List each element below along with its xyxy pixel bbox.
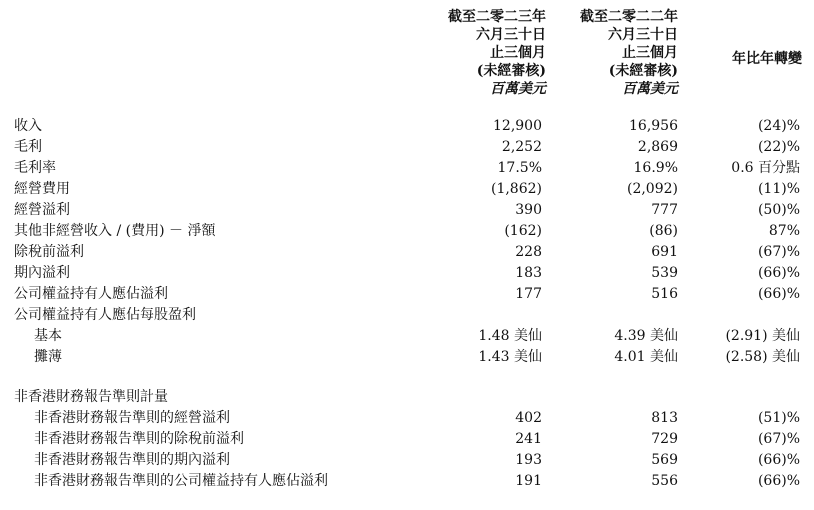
column-header-line: 截至二零二三年 <box>448 9 546 25</box>
value-2022: 539 <box>651 265 678 281</box>
table-row <box>0 179 814 200</box>
value-2022: 4.01 美仙 <box>614 349 678 365</box>
value-yoy: 0.6 百分點 <box>731 160 800 176</box>
value-2022: 556 <box>651 473 678 489</box>
table-row <box>0 429 814 450</box>
row-label: 非香港財務報告準則計量 <box>14 389 168 405</box>
value-2023: 1.43 美仙 <box>478 349 542 365</box>
table-row <box>0 221 814 242</box>
value-yoy: (22)% <box>757 139 800 155</box>
value-2023: 191 <box>515 473 542 489</box>
value-2022: 569 <box>651 452 678 468</box>
value-2023: 17.5% <box>497 160 542 176</box>
row-label: 期內溢利 <box>14 265 70 281</box>
table-row <box>0 137 814 158</box>
table-row <box>0 158 814 179</box>
row-label: 公司權益持有人應佔溢利 <box>14 286 168 302</box>
value-yoy: (51)% <box>757 410 800 426</box>
value-2022: 16,956 <box>629 118 678 134</box>
column-header-line: 六月三十日 <box>476 27 546 43</box>
value-yoy: (50)% <box>757 202 800 218</box>
row-label: 非香港財務報告準則的期內溢利 <box>34 452 230 468</box>
table-row <box>0 471 814 492</box>
row-label: 非香港財務報告準則的經營溢利 <box>34 410 230 426</box>
row-label: 公司權益持有人應佔每股盈利 <box>14 307 196 323</box>
value-2022: 777 <box>651 202 678 218</box>
value-2023: 193 <box>515 452 542 468</box>
table-row-section-heading <box>0 387 814 408</box>
value-2022: 2,869 <box>637 139 678 155</box>
table-row <box>0 263 814 284</box>
table-row <box>0 347 814 368</box>
value-yoy: (67)% <box>757 244 800 260</box>
row-label: 攤薄 <box>34 349 62 365</box>
row-label: 收入 <box>14 118 42 134</box>
value-2023: 12,900 <box>493 118 542 134</box>
row-label: 除稅前溢利 <box>14 244 84 260</box>
column-unit: 百萬美元 <box>490 81 546 97</box>
value-2022: 691 <box>651 244 678 260</box>
table-row <box>0 116 814 137</box>
row-label: 其他非經營收入 / (費用) － 淨額 <box>14 223 216 239</box>
value-yoy: (66)% <box>757 286 800 302</box>
table-row <box>0 242 814 263</box>
value-2023: 183 <box>515 265 542 281</box>
value-2023: (162) <box>504 223 542 239</box>
value-2023: 402 <box>515 410 542 426</box>
value-2022: 16.9% <box>633 160 678 176</box>
value-yoy: (66)% <box>757 452 800 468</box>
table-row <box>0 408 814 429</box>
value-2023: 241 <box>515 431 542 447</box>
row-label: 毛利 <box>14 139 42 155</box>
column-header-yoy-change <box>700 50 802 68</box>
column-header-line: 截至二零二二年 <box>580 9 678 25</box>
column-header-2022 <box>550 8 678 98</box>
value-2022: (2,092) <box>626 181 678 197</box>
column-header-line: 止三個月 <box>622 45 678 61</box>
column-header-line: 止三個月 <box>490 45 546 61</box>
row-label: 經營溢利 <box>14 202 70 218</box>
value-yoy: (2.58) 美仙 <box>725 349 800 365</box>
column-header-line: (未經審核) <box>476 63 546 79</box>
row-label: 基本 <box>34 328 62 344</box>
value-2022: 729 <box>651 431 678 447</box>
value-2022: 813 <box>651 410 678 426</box>
row-label: 非香港財務報告準則的公司權益持有人應佔溢利 <box>34 473 328 489</box>
row-label: 毛利率 <box>14 160 56 176</box>
value-yoy: (66)% <box>757 473 800 489</box>
value-2022: (86) <box>649 223 678 239</box>
column-header-line: 六月三十日 <box>608 27 678 43</box>
value-2023: 177 <box>515 286 542 302</box>
value-yoy: 87% <box>768 223 800 239</box>
value-2023: (1,862) <box>490 181 542 197</box>
row-label: 經營費用 <box>14 181 70 197</box>
table-row <box>0 284 814 305</box>
column-header-line: (未經審核) <box>608 63 678 79</box>
table-row <box>0 326 814 347</box>
table-row <box>0 450 814 471</box>
value-yoy: (66)% <box>757 265 800 281</box>
value-yoy: (2.91) 美仙 <box>725 328 800 344</box>
table-row <box>0 200 814 221</box>
value-2023: 228 <box>515 244 542 260</box>
row-label: 非香港財務報告準則的除稅前溢利 <box>34 431 244 447</box>
column-unit: 百萬美元 <box>622 81 678 97</box>
table-row-section-heading <box>0 305 814 326</box>
value-yoy: (11)% <box>757 181 800 197</box>
value-yoy: (24)% <box>757 118 800 134</box>
column-header-2023 <box>420 8 546 98</box>
value-2023: 1.48 美仙 <box>478 328 542 344</box>
value-2023: 390 <box>515 202 542 218</box>
column-header-line: 年比年轉變 <box>732 51 802 67</box>
value-2022: 516 <box>651 286 678 302</box>
value-2022: 4.39 美仙 <box>614 328 678 344</box>
value-2023: 2,252 <box>501 139 542 155</box>
value-yoy: (67)% <box>757 431 800 447</box>
